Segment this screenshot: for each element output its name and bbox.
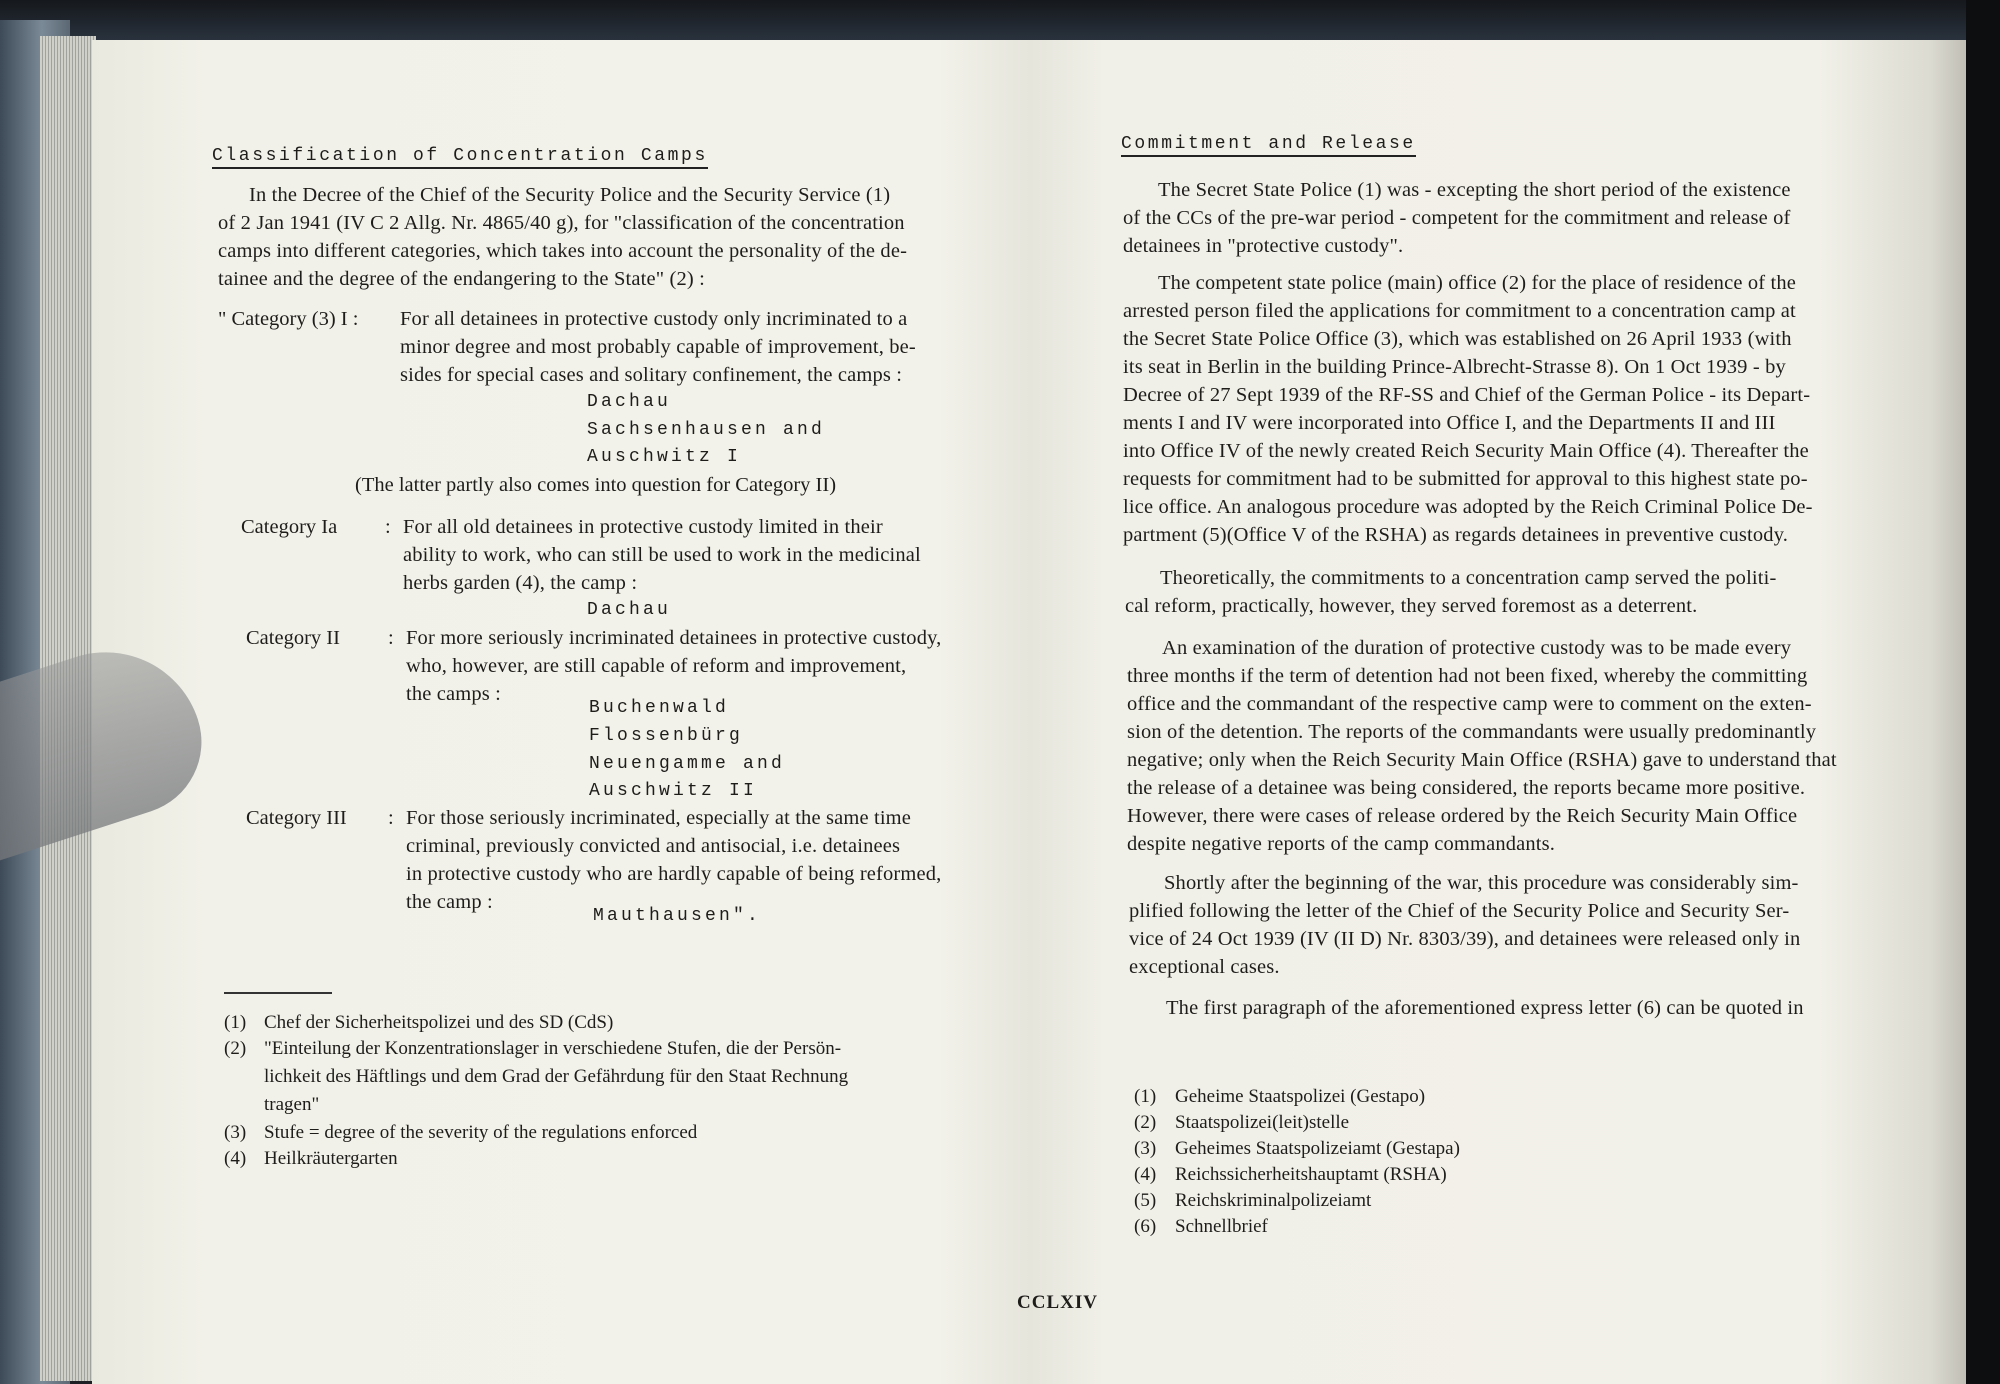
- camp-name: Flossenbürg: [589, 726, 744, 746]
- text-line: However, there were cases of release ordered by the Reich Security Main Office: [1127, 805, 1798, 827]
- footnote-text: Reichssicherheitshauptamt (RSHA): [1175, 1164, 1447, 1185]
- footnote-text: Heilkräutergarten: [264, 1148, 398, 1169]
- camp-name: Sachsenhausen and: [587, 420, 826, 440]
- footnote-text: Schnellbrief: [1175, 1216, 1268, 1237]
- category-1-text: [400, 305, 916, 389]
- footnote-number: (2): [1134, 1112, 1157, 1133]
- footnote: [224, 1119, 697, 1147]
- footnote-text: Geheimes Staatspolizeiamt (Gestapa): [1175, 1138, 1460, 1159]
- text-line: detainees in "protective custody".: [1123, 235, 1404, 257]
- footnote-text: Stufe = degree of the severity of the regulations enforced: [264, 1122, 698, 1143]
- text-line: requests for commitment had to be submitted for approval to this highest state po-: [1123, 468, 1808, 490]
- text-line: herbs garden (4), the camp :: [403, 572, 638, 594]
- text-line: lice office. An analogous procedure was adopted by the Reich Criminal Police De-: [1123, 496, 1813, 518]
- text-line: in protective custody who are hardly capable of being reformed,: [406, 863, 942, 885]
- text-line: of 2 Jan 1941 (IV C 2 Allg. Nr. 4865/40 g), for "classification of the concentration: [218, 212, 905, 234]
- text-line: cal reform, practically, however, they served foremost as a deterrent.: [1125, 595, 1698, 617]
- text-line: exceptional cases.: [1129, 956, 1280, 978]
- camp-name: Auschwitz I: [587, 447, 742, 467]
- text-line: vice of 24 Oct 1939 (IV (II D) Nr. 8303/39), and detainees were released only in: [1129, 928, 1801, 950]
- text-line: office and the commandant of the respective camp were to comment on the exten-: [1127, 693, 1812, 715]
- text-line: sion of the detention. The reports of the commandants were usually predominantly: [1127, 721, 1817, 743]
- camp-name: Dachau: [587, 600, 672, 620]
- category-1a-label: Category Ia: [241, 516, 338, 538]
- paragraph: [1125, 564, 1776, 620]
- paragraph: [1129, 869, 1800, 981]
- category-1-note: (The latter partly also comes into question for Category II): [355, 474, 837, 496]
- text-line: its seat in Berlin in the building Prince-Albrecht-Strasse 8). On 1 Oct 1939 - by: [1123, 356, 1786, 378]
- footnote-number: (5): [1134, 1190, 1157, 1211]
- category-3-text: [406, 804, 941, 916]
- text-line: For those seriously incriminated, especially at the same time: [406, 807, 912, 829]
- category-colon: :: [388, 627, 394, 649]
- paragraph: [1123, 269, 1813, 549]
- page-number: CCLXIV: [1017, 1292, 1098, 1313]
- category-1-label: " Category (3) I :: [218, 308, 359, 330]
- footnote-text: tragen": [264, 1094, 320, 1115]
- text-line: For more seriously incriminated detainees in protective custody,: [406, 627, 942, 649]
- text-line: minor degree and most probably capable of improvement, be-: [400, 336, 916, 358]
- footnote: [224, 1009, 613, 1037]
- text-line: the Secret State Police Office (3), which was established on 26 April 1933 (with: [1123, 328, 1792, 350]
- footnote-text: lichkeit des Häftlings und dem Grad der Gefährdung für den Staat Rechnung: [264, 1066, 849, 1087]
- category-3-label: Category III: [246, 807, 347, 829]
- footnote: [1134, 1213, 1268, 1241]
- camp-name: Neuengamme and: [589, 754, 786, 774]
- right-page-title: Commitment and Release: [1121, 134, 1416, 157]
- footnote-number: (3): [224, 1122, 247, 1143]
- camp-name: Dachau: [587, 392, 672, 412]
- text-line: ability to work, who can still be used to work in the medicinal: [403, 544, 921, 566]
- paragraph: [1123, 176, 1791, 260]
- footnote-number: (4): [1134, 1164, 1157, 1185]
- text-line: into Office IV of the newly created Reich Security Main Office (4). Thereafter the: [1123, 440, 1809, 462]
- text-line: Theoretically, the commitments to a concentration camp served the politi-: [1160, 567, 1777, 589]
- category-colon: :: [388, 807, 394, 829]
- footnote-text: Staatspolizei(leit)stelle: [1175, 1112, 1350, 1133]
- category-2-label: Category II: [246, 627, 340, 649]
- text-line: Shortly after the beginning of the war, this procedure was considerably sim-: [1164, 872, 1799, 894]
- text-line: of the CCs of the pre-war period - competent for the commitment and release of: [1123, 207, 1791, 229]
- text-line: The competent state police (main) office (2) for the place of residence of the: [1158, 272, 1796, 294]
- scan-top-band: [0, 0, 2000, 44]
- text-line: three months if the term of detention had not been fixed, whereby the committing: [1127, 665, 1808, 687]
- footnote: [1134, 1161, 1447, 1189]
- text-line: For all detainees in protective custody only incriminated to a: [400, 308, 908, 330]
- footnote-number: (3): [1134, 1138, 1157, 1159]
- footnote: [1134, 1109, 1349, 1137]
- text-line: The first paragraph of the aforementioned express letter (6) can be quoted in: [1166, 997, 1804, 1019]
- footnote: [224, 1035, 848, 1119]
- footnote-number: (1): [1134, 1086, 1157, 1107]
- footnote-number: (4): [224, 1148, 247, 1169]
- text-line: the camp :: [406, 891, 493, 913]
- paragraph: [1131, 994, 1804, 1022]
- text-line: the release of a detainee was being considered, the reports became more positive.: [1127, 777, 1806, 799]
- intro-paragraph: [218, 181, 907, 293]
- category-colon: :: [385, 516, 391, 538]
- text-line: plified following the letter of the Chief of the Security Police and Security Ser-: [1129, 900, 1790, 922]
- footnote: [1134, 1187, 1371, 1215]
- footnote-text: Geheime Staatspolizei (Gestapo): [1175, 1086, 1426, 1107]
- camp-name: Buchenwald: [589, 698, 730, 718]
- footnote-number: (2): [224, 1038, 247, 1059]
- footnote-divider: [224, 992, 332, 994]
- footnote-number: (6): [1134, 1216, 1157, 1237]
- text-line: For all old detainees in protective custody limited in their: [403, 516, 883, 538]
- text-line: partment (5)(Office V of the RSHA) as regards detainees in preventive custody.: [1123, 524, 1789, 546]
- text-line: arrested person filed the applications for commitment to a concentration camp at: [1123, 300, 1796, 322]
- text-line: Decree of 27 Sept 1939 of the RF-SS and Chief of the German Police - its Depart-: [1123, 384, 1811, 406]
- left-page-title: Classification of Concentration Camps: [212, 146, 708, 169]
- footnote-text: Chef der Sicherheitspolizei und des SD (CdS): [264, 1012, 614, 1033]
- footnote: [1134, 1135, 1460, 1163]
- text-line: ments I and IV were incorporated into Office I, and the Departments II and III: [1123, 412, 1776, 434]
- text-line: criminal, previously convicted and antisocial, i.e. detainees: [406, 835, 901, 857]
- text-line: An examination of the duration of protective custody was to be made every: [1162, 637, 1792, 659]
- text-line: the camps :: [406, 683, 502, 705]
- text-line: sides for special cases and solitary confinement, the camps :: [400, 364, 903, 386]
- footnote: [224, 1145, 398, 1173]
- paragraph: [1127, 634, 1837, 858]
- text-line: tainee and the degree of the endangering to the State" (2) :: [218, 268, 705, 290]
- text-line: The Secret State Police (1) was - excepting the short period of the existence: [1158, 179, 1791, 201]
- footnote-text: Reichskriminalpolizeiamt: [1175, 1190, 1372, 1211]
- text-line: despite negative reports of the camp commandants.: [1127, 833, 1556, 855]
- camp-name: Auschwitz II: [589, 781, 758, 801]
- category-1a-text: [403, 513, 921, 597]
- text-line: negative; only when the Reich Security Main Office (RSHA) gave to understand that: [1127, 749, 1837, 771]
- camp-name: Mauthausen".: [593, 906, 762, 926]
- text-line: In the Decree of the Chief of the Security Police and the Security Service (1): [249, 184, 891, 206]
- footnote: [1134, 1083, 1425, 1111]
- text-line: who, however, are still capable of reform and improvement,: [406, 655, 907, 677]
- footnote-number: (1): [224, 1012, 247, 1033]
- text-line: camps into different categories, which takes into account the personality of the de-: [218, 240, 908, 262]
- scan-right-border: [1966, 0, 2000, 1384]
- footnote-text: "Einteilung der Konzentrationslager in verschiedene Stufen, die der Persön-: [264, 1038, 842, 1059]
